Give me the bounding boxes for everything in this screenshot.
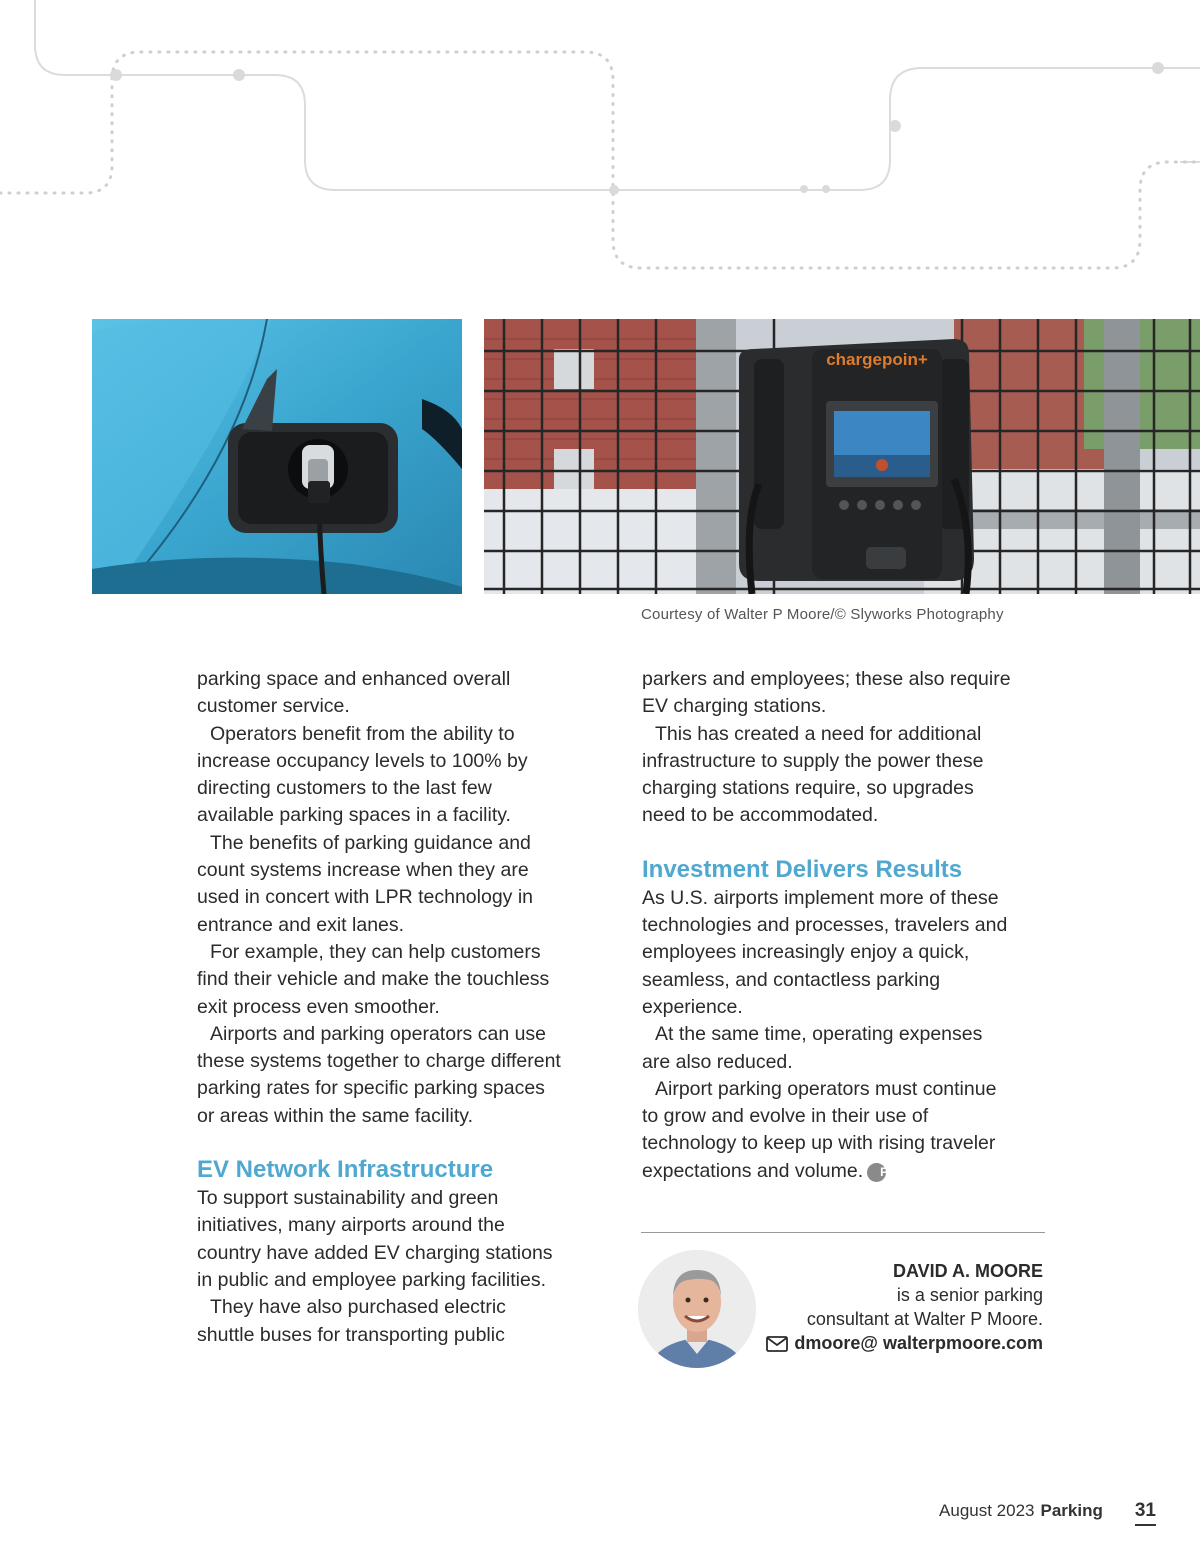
author-bio [766, 1259, 1043, 1355]
author-email-link[interactable]: dmoore@ walterpmoore.com [794, 1333, 1043, 1353]
paragraph-text: As U.S. airports implement more of these technologies and processes, travelers and employees increasingly enjoy a quick, seamless, and contactless parking experience. [642, 886, 1008, 1018]
paragraph-text: To support sustainability and green initiatives, many airports around the country have added EV charging stations in public and employee parking facilities. [197, 1187, 553, 1291]
section-heading [642, 855, 1012, 885]
page-number: 31 [1135, 1500, 1156, 1526]
paragraph-text: This has created a need for additional infrastructure to supply the power these charging stations require, so upgrades need to be accommodated. [642, 722, 984, 827]
body-paragraph [197, 1294, 567, 1349]
section-heading [197, 1155, 567, 1185]
body-paragraph [197, 1021, 567, 1130]
page-footer [939, 1500, 1156, 1526]
paragraph-text: Airport parking operators must continue to grow and evolve in their use of technology to keep up with rising traveler expectations and volume. [642, 1077, 997, 1182]
issue-date: August 2023 [939, 1501, 1035, 1520]
body-paragraph [197, 666, 567, 721]
chargepoint-station-photo [484, 319, 1200, 594]
body-paragraph [642, 885, 1012, 1021]
author-bio-line1: is a senior parking [896, 1285, 1043, 1305]
paragraph-text: The benefits of parking guidance and count systems increase when they are used in concert with LPR technology in entrance and exit lanes. [197, 831, 534, 936]
paragraph-text: Investment Delivers Results [642, 855, 963, 883]
paragraph-text: At the same time, operating expenses are also reduced. [642, 1023, 983, 1073]
author-divider [641, 1232, 1045, 1233]
right-column [642, 666, 1012, 1185]
ev-charging-port-photo [92, 319, 462, 594]
body-paragraph [642, 1076, 1012, 1185]
paragraph-text: parking space and enhanced overall customer service. [197, 668, 511, 718]
paragraph-text: Airports and parking operators can use these systems together to charge different parking rates for specific parking spaces or areas within the same facility. [197, 1022, 561, 1127]
body-paragraph [197, 721, 567, 830]
author-name: DAVID A. MOORE [892, 1261, 1043, 1281]
paragraph-text: For example, they can help customers find their vehicle and make the touchless exit process even smoother. [197, 940, 550, 1018]
photo-credit: Courtesy of Walter P Moore/© Slyworks Photography [641, 606, 1004, 623]
body-paragraph [642, 1021, 1012, 1076]
decorative-circuit-lines [0, 0, 1200, 300]
end-of-article-mark: P [867, 1163, 886, 1182]
charger-brand-text: chargepoin+ [826, 350, 928, 369]
paragraph-text: They have also purchased electric shuttle buses for transporting public [197, 1296, 506, 1346]
paragraph-text: EV Network Infrastructure [197, 1156, 494, 1184]
left-column [197, 666, 567, 1349]
body-paragraph [197, 1185, 567, 1294]
author-avatar [638, 1250, 756, 1368]
body-paragraph [642, 721, 1012, 830]
mail-icon [766, 1336, 788, 1352]
body-paragraph [197, 939, 567, 1021]
paragraph-text: parkers and employees; these also require EV charging stations. [642, 668, 1011, 718]
body-paragraph [642, 666, 1012, 721]
body-paragraph [197, 830, 567, 939]
magazine-name: Parking [1040, 1501, 1103, 1520]
author-bio-line2: consultant at Walter P Moore. [806, 1309, 1043, 1329]
paragraph-text: Operators benefit from the ability to increase occupancy levels to 100% by directing customers to the last few available parking spaces in a facility. [197, 722, 528, 827]
